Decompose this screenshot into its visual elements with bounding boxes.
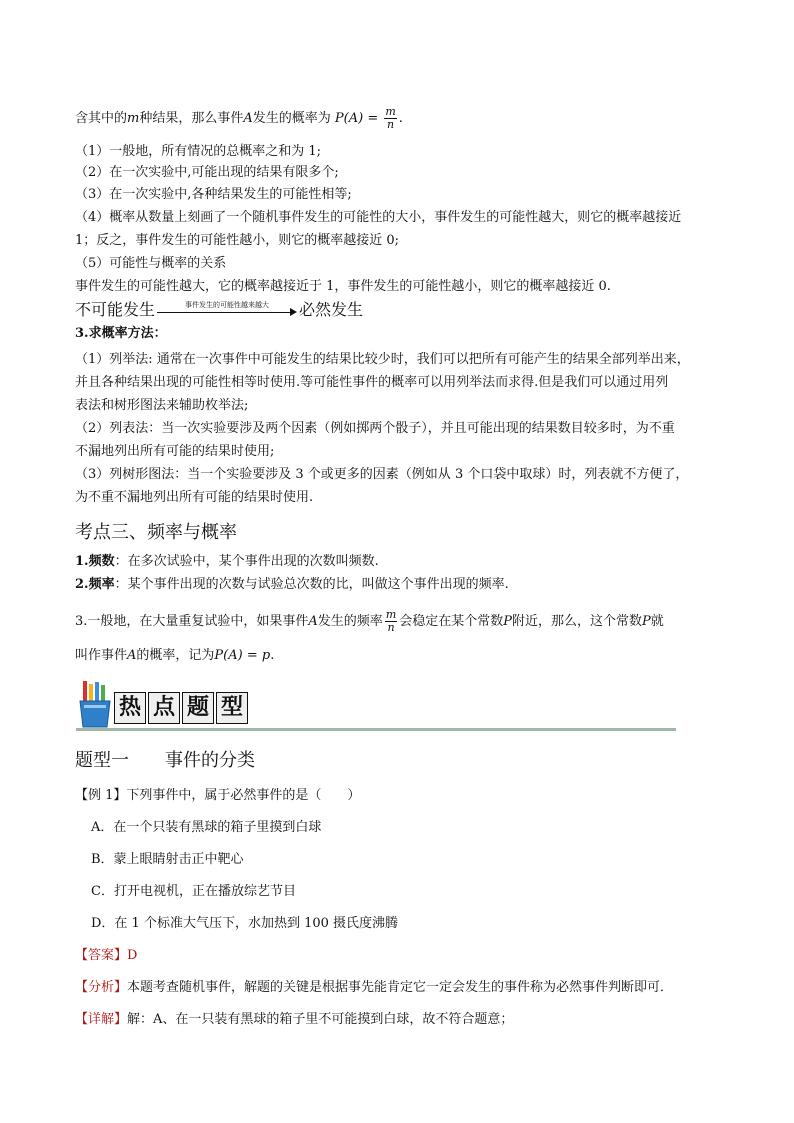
answer-line (75, 948, 137, 964)
variable-m: m (127, 111, 140, 126)
freq-line-2: 2.频率：某个事件出现的次数与试验总次数的比，叫做这个事件出现的频率. (75, 577, 509, 592)
method-3: （3）列树形图法：当一个实验要涉及 3 个或更多的因素（例如从 3 个口袋中取球）时，列表就不方便了， (75, 467, 689, 482)
answer-value: D (127, 948, 138, 963)
note-3: （3）在一次实验中,各种结果发生的可能性相等; (75, 187, 352, 202)
option-b: B．蒙上眼睛射击正中靶心 (91, 852, 244, 867)
option-c: C．打开电视机，正在播放综艺节目 (91, 884, 296, 899)
option-a: A．在一个只装有黑球的箱子里摸到白球 (91, 820, 322, 835)
analysis-label: 【分析】 (75, 980, 128, 995)
probability-definition-line: 含其中的m种结果，那么事件A发生的概率为 P(A) = $\frac{m}{n}$ . (75, 105, 403, 131)
impossible-label: 不可能发生 (75, 300, 156, 319)
detail-label: 【详解】 (75, 1012, 128, 1027)
banner-char: 点 (148, 692, 180, 724)
note-4-cont: 1；反之，事件发生的可能性越小，则它的概率越接近 0; (75, 233, 400, 248)
freq-line-1: 1.频数：在多次试验中，某个事件出现的次数叫频数. (75, 554, 379, 569)
text: 含其中的 (75, 111, 128, 126)
method-title: 3.求概率方法： (75, 326, 167, 341)
arrow-icon (157, 300, 297, 319)
formula: P(A) = p (214, 648, 271, 663)
note-1: （1）一般地，所有情况的总概率之和为 1; (75, 144, 322, 159)
term-frequency: 2.频率 (75, 577, 115, 592)
note-5: （5）可能性与概率的关系 (75, 256, 227, 271)
example-label: 【例 1】 (75, 788, 127, 803)
certain-label: 必然发生 (299, 300, 364, 319)
method-2: （2）列表法：当一次实验要涉及两个因素（例如掷两个骰子），并且可能出现的结果数目较多时，为不重 (75, 421, 675, 436)
method-2-cont: 不漏地列出所有可能的结果时使用; (75, 444, 275, 459)
section-banner (76, 679, 676, 731)
example-question: 【例 1】下列事件中，属于必然事件的是（ ） (75, 788, 361, 803)
pencil-cup-icon (78, 681, 112, 729)
freq-line-4: 叫作事件A的概率，记为P(A) = p. (75, 648, 275, 663)
banner-char: 热 (114, 692, 146, 724)
term-frequency-count: 1.频数 (75, 554, 115, 569)
freq-line-3: 3.一般地，在大量重复试验中，如果事件A发生的频率 $\frac{m}{n}$ 会稳定在某个常数P附近，那么，这个常数P就 (75, 608, 664, 634)
text: 种结果，那么事件 (139, 111, 244, 126)
method-1: （1）列举法: 通常在一次事件中可能发生的结果比较少时，我们可以把所有可能产生的结果全部列举出来， (75, 352, 690, 367)
arrow-caption: 事件发生的可能性越来越大 (185, 300, 270, 309)
section-title: 题型一 事件的分类 (75, 750, 255, 771)
method-1-cont2: 表法和树形图法来辅助枚举法; (75, 398, 249, 413)
method-1-cont: 并且各种结果出现的可能性相等时使用.等可能性事件的概率可以用列举法而求得.但是我们可以通过用列 (75, 375, 669, 390)
banner-char: 型 (216, 692, 248, 724)
kaodian-heading: 考点三、频率与概率 (75, 522, 237, 543)
variable-a: A (243, 111, 253, 126)
possibility-arrow-line (75, 302, 363, 319)
fraction-m-over-n: $\frac{m}{n}$ (385, 105, 396, 131)
formula: P(A) = (334, 111, 379, 126)
note-5-body: 事件发生的可能性越大，它的概率越接近于 1，事件发生的可能性越小，则它的概率越接近 0. (75, 279, 611, 294)
option-d: D．在 1 个标准大气压下，水加热到 100 摄氏度沸腾 (91, 916, 399, 931)
note-2: （2）在一次实验中,可能出现的结果有限多个; (75, 165, 339, 180)
answer-label: 【答案】 (75, 948, 128, 963)
banner-char: 题 (182, 692, 214, 724)
banner-divider (76, 728, 676, 731)
analysis-line: 【分析】本题考查随机事件，解题的关键是根据事先能肯定它一定会发生的事件称为必然事件判断即可． (75, 980, 674, 995)
fraction-m-over-n: $\frac{m}{n}$ (385, 608, 397, 634)
note-4: （4）概率从数量上刻画了一个随机事件发生的可能性的大小，事件发生的可能性越大，则它的概率越接近 (75, 210, 682, 225)
text: 发生的概率为 (252, 111, 331, 126)
detail-line: 【详解】解：A、在一只装有黑球的箱子里不可能摸到白球，故不符合题意； (75, 1012, 514, 1027)
banner-title (114, 692, 250, 724)
method-3-cont: 为不重不漏地列出所有可能的结果时使用. (75, 490, 314, 505)
